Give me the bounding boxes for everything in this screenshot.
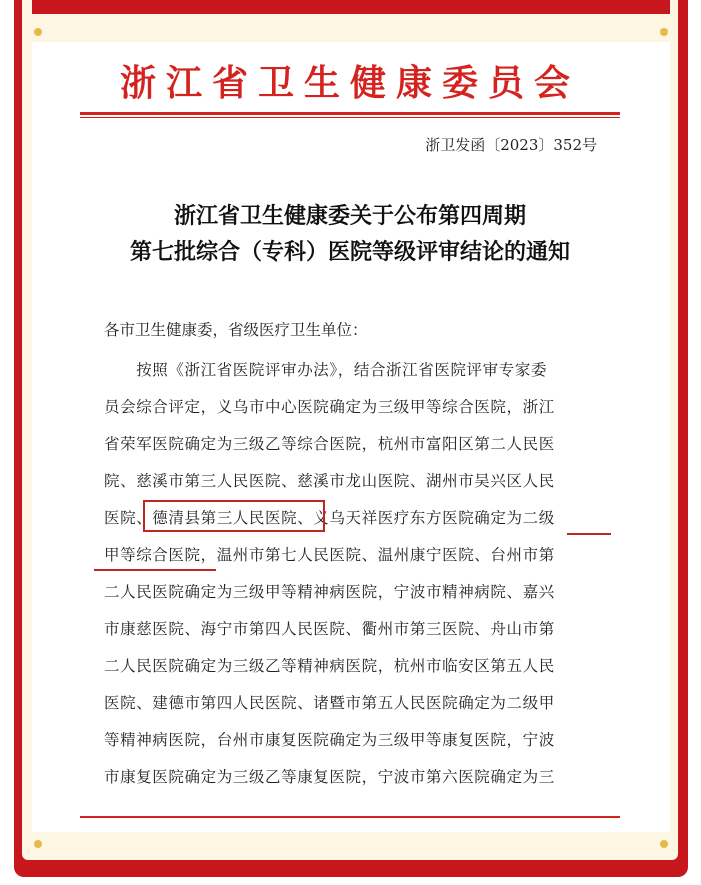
body-line: 按照《浙江省医院评审办法》，结合浙江省医院评审专家委 [104,361,548,379]
document-title [80,198,620,270]
body-line: 省荣军医院确定为三级乙等综合医院，杭州市富阳区第二人民医 [104,435,555,453]
corner-dot-icon [34,28,42,36]
title-line: 浙江省卫生健康委关于公布第四周期 [173,203,526,229]
corner-dot-icon [660,840,668,848]
title-line: 第七批综合（专科）医院等级评审结论的通知 [129,239,570,265]
body-line: 院、慈溪市第三人民医院、慈溪市龙山医院、湖州市吴兴区人民 [104,472,555,490]
document-number: 浙卫发函〔2023〕352号 [425,136,597,154]
corner-dot-icon [34,840,42,848]
highlight-underline [567,533,611,535]
body-line: 等精神病医院，台州市康复医院确定为三级甲等康复医院，宁波 [104,731,555,749]
salutation: 各市卫生健康委，省级医疗卫生单位： [104,321,368,339]
footer-rule [80,816,620,818]
body-line: 员会综合评定，义乌市中心医院确定为三级甲等综合医院，浙江 [104,398,555,416]
header-rule-thin [80,117,620,118]
body-line: 甲等综合医院，温州市第七人民医院、温州康宁医院、台州市第 [104,546,555,564]
body-line: 医院、德清县第三人民医院、义乌天祥医疗东方医院确定为二级 [104,509,555,527]
body-line: 医院、建德市第四人民医院、诸暨市第五人民医院确定为二级甲 [104,694,555,712]
body-line: 二人民医院确定为三级乙等精神病医院，杭州市临安区第五人民 [104,657,555,675]
corner-dot-icon [660,28,668,36]
body-line: 市康慈医院、海宁市第四人民医院、衢州市第三医院、舟山市第 [104,620,555,638]
body-line: 市康复医院确定为三级乙等康复医院，宁波市第六医院确定为三 [104,768,555,786]
highlight-box [143,500,325,532]
highlight-underline [94,569,216,571]
body-line: 二人民医院确定为三级甲等精神病医院，宁波市精神病院、嘉兴 [104,583,555,601]
header-rule [80,112,620,115]
issuer-header: 浙江省卫生健康委员会 [119,62,580,104]
top-red-band [32,0,670,14]
